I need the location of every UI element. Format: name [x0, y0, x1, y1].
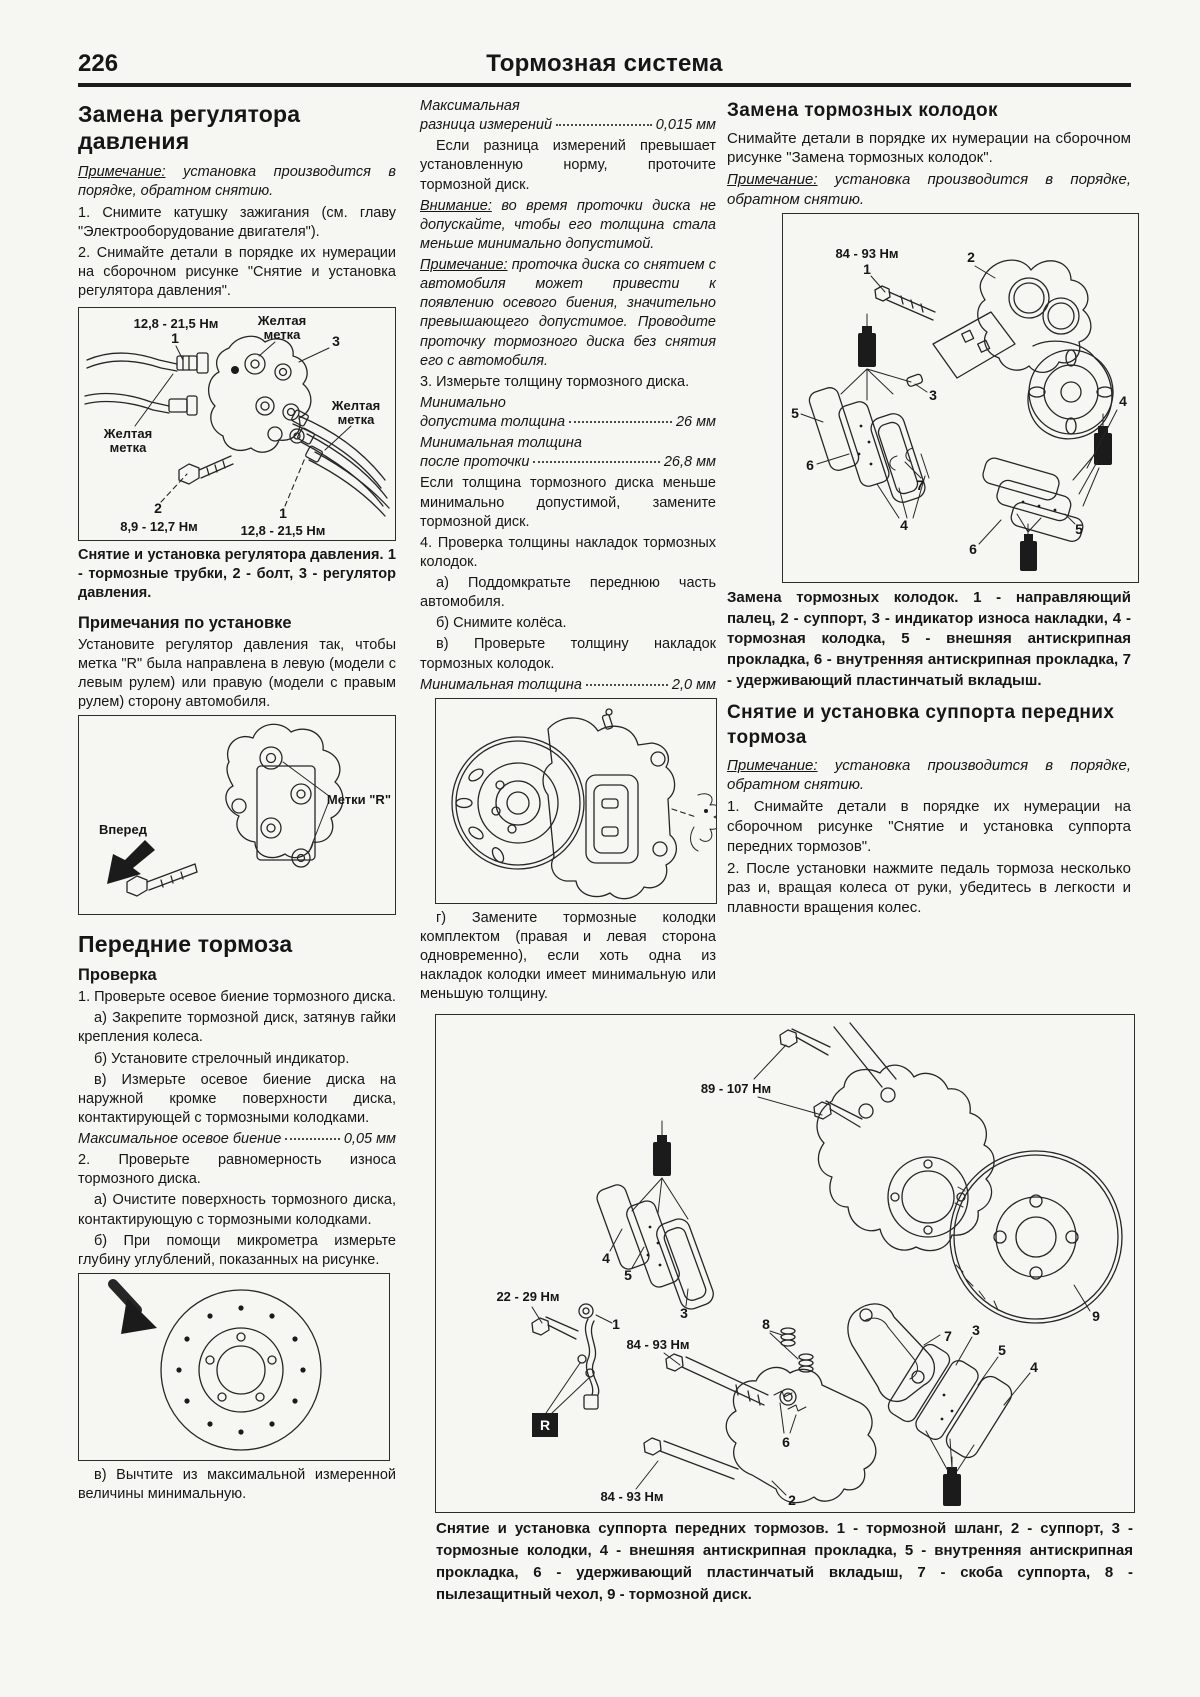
substep-paragraph: г) Замените тормозные колодки комплектом (правая и левая сторона одновременно), если хоть одна из накладок колодки имеет минимальную или меньшую толщину.	[420, 909, 716, 1003]
upper-columns	[420, 97, 1131, 1006]
torque-label: 89 - 107 Нм	[700, 1081, 772, 1097]
subheading-check: Проверка	[78, 966, 157, 985]
page-number: 226	[78, 50, 119, 77]
figure-caption: Замена тормозных колодок. 1 - направляющий палец, 2 - суппорт, 3 - индикатор износа накладки, 4 - тормозная колодка, 5 - внешняя антискрипная прокладка, 6 - внутренняя антискрипная прокладка, 7 - удерживающий пластинчатый вкладыш.	[727, 588, 1131, 689]
spec-line1: Минимальная толщина	[420, 435, 582, 452]
step-paragraph: 2. Снимайте детали в порядке их нумерации на сборочном рисунке "Снятие и установка регулятора давления".	[78, 244, 396, 299]
substep-paragraph: б) При помощи микрометра измерьте глубину углублений, показанных на рисунке.	[78, 1232, 396, 1268]
spec-label: Максимальное осевое биение	[78, 1131, 282, 1147]
part-number-3: 3	[332, 333, 340, 350]
torque-label: 12,8 - 21,5 Нм	[133, 316, 219, 332]
part-number-6: 6	[782, 1434, 790, 1451]
substep-paragraph: в) Измерьте осевое биение диска на наружной кромке поверхности диска, контактирующей с тормозными колодками.	[78, 1071, 396, 1126]
figure-disc-and-caliper	[435, 698, 717, 904]
part-number-1: 1	[612, 1316, 620, 1333]
caliper-removal-line-art	[532, 1023, 1122, 1509]
part-number-2: 2	[154, 500, 162, 517]
right-column	[727, 97, 1131, 1006]
substep-paragraph: б) Установите стрелочный индикатор.	[94, 1050, 350, 1067]
page-header	[78, 50, 1131, 87]
spec-label: после проточки	[420, 454, 530, 471]
note-text: проточка диска со снятием с автомобиля может привести к появлению осевого биения, значительно превышающего допустимое. Проводите проточку тормозного диска без снятия его с автомобиля.	[420, 257, 716, 369]
spec-value: 26 мм	[675, 414, 716, 430]
page-title: Тормозная система	[486, 50, 723, 77]
note-label: Примечание:	[420, 257, 508, 273]
dot-leader	[569, 421, 672, 423]
part-number-1: 1	[863, 260, 871, 277]
caliper-removal-drawing	[436, 1015, 1134, 1512]
spec-min-pad-thickness	[420, 676, 716, 695]
part-number-8: 8	[762, 1316, 770, 1333]
dot-leader	[556, 124, 652, 126]
left-column	[78, 97, 396, 1607]
note	[727, 756, 1131, 796]
step-paragraph: 1. Снимайте детали в порядке их нумерации на сборочном рисунке "Снятие и установка суппорта передних тормозов".	[727, 798, 1131, 855]
note	[420, 256, 716, 371]
substep-paragraph: в) Вычтите из максимальной измеренной величины минимальную.	[78, 1466, 396, 1502]
part-number-3: 3	[972, 1322, 980, 1339]
part-number-4: 4	[900, 516, 908, 533]
part-number-2: 2	[788, 1492, 796, 1509]
part-number-5: 5	[998, 1342, 1006, 1359]
yellow-mark-label: Желтая	[103, 426, 153, 442]
figure-pad-replacement	[782, 213, 1139, 583]
part-number-1: 1	[279, 505, 287, 522]
spec-value: 0,05 мм	[343, 1131, 396, 1147]
content-columns	[78, 97, 1131, 1607]
spec-label: допустима толщина	[420, 414, 566, 430]
substep-paragraph: а) Поддомкратьте переднюю часть автомобиля.	[420, 575, 716, 611]
pad-replacement-line-art	[801, 260, 1117, 571]
disc-wear-line-art	[113, 1284, 321, 1450]
figure-pressure-regulator	[78, 307, 396, 541]
note-label: Примечание:	[727, 756, 818, 774]
yellow-mark-label: Желтая	[257, 313, 307, 329]
spec-line1: Максимальная	[420, 98, 520, 114]
figure-caliper-removal-diagram	[435, 1014, 1135, 1513]
part-number-4: 4	[602, 1250, 610, 1267]
disc-caliper-line-art	[452, 709, 716, 899]
part-number-5: 5	[791, 404, 799, 421]
figure-caption: Снятие и установка суппорта передних тормозов. 1 - тормозной шланг, 2 - суппорт, 3 - тормозные колодки, 4 - внешняя антискрипная прокладка, 5 - внутренняя антискрипная прокладка, 6 - удерживающий пластинчатый вкладыш, 7 - скоба суппорта, 8 - пылезащитный чехол, 9 - тормозной диск.	[436, 1520, 1133, 1603]
warning	[420, 197, 716, 254]
pad-replacement-drawing	[783, 214, 1138, 582]
body-paragraph: Если разница измерений превышает установленную норму, проточите тормозной диск.	[420, 138, 716, 193]
body-paragraph: Снимайте детали в порядке их нумерации на сборочном рисунке "Замена тормозных колодок".	[727, 129, 1131, 167]
step-paragraph: 4. Проверка толщины накладок тормозных колодок.	[420, 534, 716, 570]
part-number-6: 6	[806, 456, 814, 473]
dot-leader	[533, 461, 659, 463]
substep-paragraph: б) Снимите колёса.	[436, 615, 567, 632]
yellow-mark-label: метка	[109, 440, 147, 456]
spec-value: 0,015 мм	[655, 117, 716, 134]
section-heading-pad-replacement: Замена тормозных колодок	[727, 100, 998, 121]
warning-label: Внимание:	[420, 197, 492, 214]
pressure-regulator-drawing	[79, 308, 395, 540]
torque-label: 84 - 93 Нм	[626, 1337, 690, 1353]
note	[727, 170, 1131, 210]
section-heading-pressure-regulator: Замена регулятора давления	[78, 101, 301, 155]
spec-min-thickness	[420, 413, 716, 432]
part-number-5: 5	[1075, 520, 1083, 537]
torque-label: 84 - 93 Нм	[600, 1489, 664, 1505]
note-text: установка производится в порядке, обратном снятию.	[727, 756, 1131, 794]
torque-label: 12,8 - 21,5 Нм	[240, 523, 326, 539]
dot-leader	[586, 684, 668, 686]
note-text: установка производится в порядке, обратном снятию.	[78, 164, 396, 200]
part-number-1: 1	[171, 330, 179, 347]
middle-column	[420, 97, 716, 1006]
spec-line1: Минимально	[420, 394, 506, 411]
dot-leader	[285, 1138, 340, 1140]
r-marks-label: Метки "R"	[326, 792, 391, 807]
warning-text: во время проточки диска не допускайте, чтобы его толщина стала меньше минимально допустимой.	[420, 197, 716, 252]
step-paragraph: 3. Измерьте толщину тормозного диска.	[420, 373, 690, 390]
part-number-4: 4	[1119, 392, 1127, 409]
step-paragraph: 2. После установки нажмите педаль тормоза несколько раз и, вращая колеса от руки, убедитесь в легкости и плавности вращения колес.	[727, 859, 1131, 917]
body-paragraph: Установите регулятор давления так, чтобы метка "R" была направлена в левую (модели с левым рулем) или правую (модели с правым рулем) сторону автомобиля.	[78, 636, 396, 710]
figure-r-marks	[78, 715, 396, 915]
note-label: Примечание:	[78, 164, 166, 181]
r-marks-drawing	[79, 716, 395, 914]
spec-value: 2,0 мм	[671, 676, 716, 693]
spec-label: разница измерений	[420, 117, 553, 134]
step-paragraph: 1. Снимите катушку зажигания (см. главу "Электрооборудование двигателя").	[78, 204, 396, 240]
torque-label: 22 - 29 Нм	[496, 1289, 560, 1305]
note-label: Примечание:	[727, 171, 818, 189]
note-text: установка производится в порядке, обратном снятию.	[727, 171, 1131, 209]
part-number-9: 9	[1092, 1308, 1100, 1325]
substep-paragraph: а) Очистите поверхность тормозного диска, контактирующую с тормозными колодками.	[78, 1192, 396, 1228]
body-paragraph: Если толщина тормозного диска меньше минимально допустимой, замените тормозной диск.	[420, 475, 716, 530]
figure-caption: Снятие и установка регулятора давления. 1 - тормозные трубки, 2 - болт, 3 - регулятор давления.	[78, 547, 396, 602]
yellow-mark-label: метка	[263, 327, 301, 343]
forward-label: Вперед	[99, 822, 147, 837]
r-mark-symbol: R	[539, 1417, 551, 1434]
spec-thickness-after-machining	[420, 453, 716, 472]
substep-paragraph: в) Проверьте толщину накладок тормозных колодок.	[420, 636, 716, 672]
spec-label: Минимальная толщина	[420, 676, 582, 693]
part-number-3: 3	[680, 1305, 688, 1322]
part-number-4: 4	[1030, 1359, 1038, 1376]
torque-label: 84 - 93 Нм	[835, 245, 899, 261]
substep-paragraph: а) Закрепите тормозной диск, затянув гайки крепления колеса.	[78, 1010, 396, 1046]
part-number-6: 6	[969, 540, 977, 557]
spec-max-runout	[78, 1130, 396, 1149]
spec-max-difference	[420, 116, 716, 135]
right-region	[420, 97, 1131, 1607]
disc-wear-drawing	[79, 1274, 389, 1460]
section-heading-caliper-removal: Снятие и установка суппорта передних тормоза	[727, 702, 1115, 748]
step-paragraph: 2. Проверьте равномерность износа тормозного диска.	[78, 1152, 396, 1188]
yellow-mark-label: Желтая	[331, 398, 381, 414]
step-paragraph: 1. Проверьте осевое биение тормозного диска.	[78, 989, 396, 1006]
part-number-3: 3	[929, 386, 937, 403]
part-number-2: 2	[967, 248, 975, 265]
part-number-7: 7	[944, 1328, 952, 1345]
note	[78, 163, 396, 201]
torque-label: 8,9 - 12,7 Нм	[120, 519, 198, 535]
section-heading-front-brakes: Передние тормоза	[78, 931, 293, 957]
yellow-mark-label: метка	[337, 412, 375, 428]
figure-disc-wear-check	[78, 1273, 390, 1461]
spec-value: 26,8 мм	[663, 454, 716, 471]
part-number-7: 7	[916, 476, 924, 493]
disc-caliper-drawing	[436, 699, 716, 903]
part-number-5: 5	[624, 1267, 632, 1284]
r-marks-line-art	[107, 724, 343, 896]
subheading-install-notes: Примечания по установке	[78, 613, 292, 632]
